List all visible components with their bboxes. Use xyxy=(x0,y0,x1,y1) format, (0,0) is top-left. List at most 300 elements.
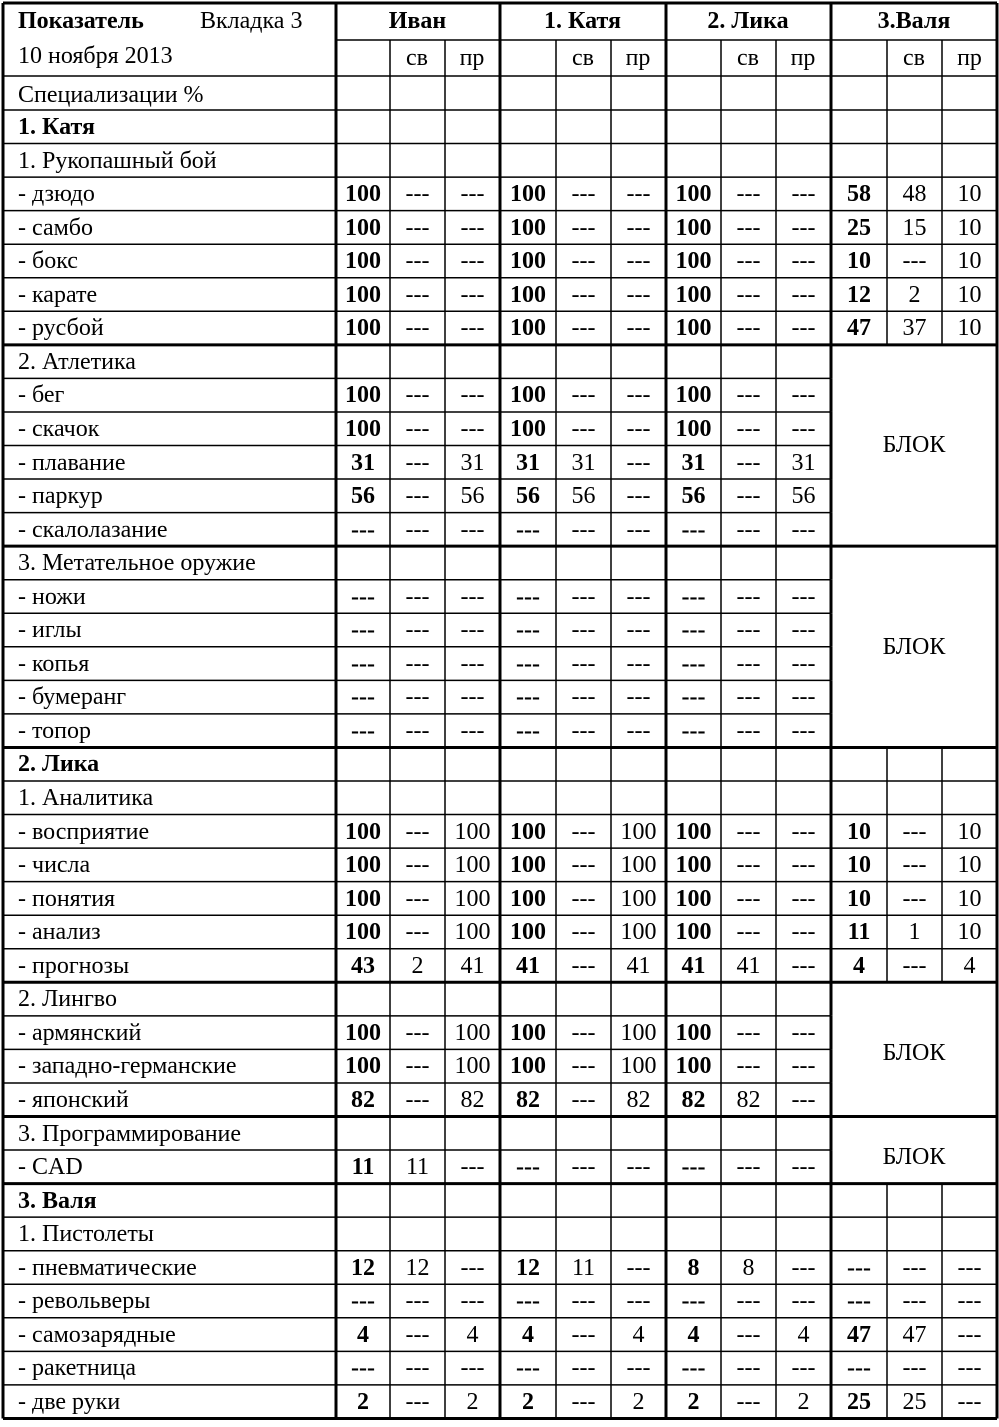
value-cell: --- xyxy=(791,1019,816,1046)
value-cell: --- xyxy=(791,852,816,879)
row-label: - русбой xyxy=(18,315,104,342)
value-cell: --- xyxy=(791,1154,816,1181)
total-cell: 100 xyxy=(675,315,712,342)
total-cell: 10 xyxy=(847,818,871,845)
total-cell: 4 xyxy=(687,1321,700,1348)
row-label: 2. Лингво xyxy=(18,986,117,1013)
value-cell: --- xyxy=(460,281,485,308)
total-cell: --- xyxy=(847,1288,871,1315)
block-label: БЛОК xyxy=(882,1144,946,1170)
total-cell: --- xyxy=(681,1288,706,1315)
value-cell: --- xyxy=(405,852,430,879)
row-label: 2. Лика xyxy=(18,751,100,778)
value-cell: --- xyxy=(736,214,761,241)
value-cell: --- xyxy=(405,1388,430,1415)
total-cell: 100 xyxy=(675,181,712,208)
value-cell: --- xyxy=(405,1019,430,1046)
total-cell: 11 xyxy=(351,1154,375,1181)
total-cell: --- xyxy=(351,1355,375,1382)
value-cell: --- xyxy=(571,1288,596,1315)
value-cell: 4 xyxy=(963,952,976,979)
row-label: - скачок xyxy=(18,415,100,442)
value-cell: 12 xyxy=(405,1254,430,1281)
value-cell: 100 xyxy=(620,1019,657,1046)
total-cell: 100 xyxy=(510,919,546,946)
value-cell: --- xyxy=(957,1321,982,1348)
value-cell: --- xyxy=(626,684,651,711)
value-cell: 100 xyxy=(454,1053,491,1080)
value-cell: --- xyxy=(736,1388,761,1415)
value-cell: --- xyxy=(791,281,816,308)
value-cell: --- xyxy=(405,717,430,744)
row-label: - скалолазание xyxy=(18,516,168,543)
sub-header-pr: пр xyxy=(625,45,651,71)
row-label: - самозарядные xyxy=(18,1321,176,1348)
total-cell: 100 xyxy=(345,1053,381,1080)
value-cell: --- xyxy=(571,583,596,610)
total-cell: 12 xyxy=(516,1254,540,1281)
value-cell: --- xyxy=(405,382,430,409)
row-label: - бег xyxy=(18,382,65,409)
total-cell: 2 xyxy=(687,1388,700,1415)
value-cell: 2 xyxy=(632,1388,645,1415)
value-cell: --- xyxy=(736,919,761,946)
total-cell: 25 xyxy=(847,1388,871,1415)
value-cell: --- xyxy=(902,1288,927,1315)
total-cell: 43 xyxy=(351,952,375,979)
total-cell: 10 xyxy=(847,885,871,912)
value-cell: --- xyxy=(460,516,485,543)
row-label: 1. Рукопашный бой xyxy=(18,147,217,174)
value-cell: --- xyxy=(791,885,816,912)
person-header-ivan: Иван xyxy=(388,8,447,34)
value-cell: --- xyxy=(460,415,485,442)
value-cell: --- xyxy=(626,415,651,442)
value-cell: --- xyxy=(460,1154,485,1181)
row-label: - самбо xyxy=(18,214,93,241)
value-cell: 2 xyxy=(908,281,921,308)
block-label: БЛОК xyxy=(882,634,946,660)
value-cell: 10 xyxy=(957,818,982,845)
value-cell: 10 xyxy=(957,248,982,275)
value-cell: 82 xyxy=(626,1086,651,1113)
value-cell: --- xyxy=(626,483,651,510)
value-cell: --- xyxy=(460,1288,485,1315)
value-cell: --- xyxy=(405,885,430,912)
total-cell: --- xyxy=(681,1154,706,1181)
total-cell: --- xyxy=(516,650,540,677)
total-cell: 100 xyxy=(510,382,546,409)
value-cell: --- xyxy=(626,382,651,409)
value-cell: --- xyxy=(405,1288,430,1315)
total-cell: 100 xyxy=(345,852,381,879)
value-cell: --- xyxy=(791,617,816,644)
value-cell: 41 xyxy=(460,952,485,979)
value-cell: --- xyxy=(460,650,485,677)
sub-header-sv: св xyxy=(406,45,428,71)
total-cell: 100 xyxy=(345,315,381,342)
total-cell: 4 xyxy=(357,1321,369,1348)
value-cell: --- xyxy=(736,449,761,476)
value-cell: --- xyxy=(571,617,596,644)
row-label: - бумеранг xyxy=(18,684,127,711)
value-cell: --- xyxy=(571,181,596,208)
value-cell: 47 xyxy=(902,1321,927,1348)
total-cell: 56 xyxy=(516,483,540,510)
total-cell: 100 xyxy=(510,415,546,442)
value-cell: --- xyxy=(460,1254,485,1281)
total-cell: 10 xyxy=(847,248,871,275)
value-cell: --- xyxy=(626,650,651,677)
value-cell: --- xyxy=(571,684,596,711)
total-cell: --- xyxy=(847,1355,871,1382)
total-cell: 31 xyxy=(516,449,540,476)
total-cell: 56 xyxy=(351,483,375,510)
row-label: - западно-германские xyxy=(18,1053,237,1080)
total-cell: 100 xyxy=(345,181,381,208)
total-cell: 100 xyxy=(345,281,381,308)
total-cell: 100 xyxy=(675,248,712,275)
total-cell: 100 xyxy=(675,1019,712,1046)
value-cell: --- xyxy=(791,1355,816,1382)
value-cell: --- xyxy=(405,1321,430,1348)
value-cell: --- xyxy=(736,181,761,208)
value-cell: --- xyxy=(405,818,430,845)
value-cell: --- xyxy=(571,415,596,442)
total-cell: 100 xyxy=(345,415,381,442)
value-cell: 48 xyxy=(902,181,927,208)
value-cell: 31 xyxy=(460,449,485,476)
value-cell: 10 xyxy=(957,315,982,342)
value-cell: --- xyxy=(791,1288,816,1315)
row-label: - армянский xyxy=(18,1019,142,1046)
total-cell: 100 xyxy=(510,214,546,241)
total-cell: 100 xyxy=(675,919,712,946)
value-cell: --- xyxy=(902,818,927,845)
value-cell: 10 xyxy=(957,214,982,241)
total-cell: 47 xyxy=(847,315,871,342)
row-label: - ракетница xyxy=(18,1355,137,1382)
value-cell: 41 xyxy=(736,952,761,979)
value-cell: --- xyxy=(626,315,651,342)
total-cell: 82 xyxy=(516,1086,540,1113)
total-cell: --- xyxy=(351,1288,375,1315)
value-cell: --- xyxy=(736,684,761,711)
row-label: - ножи xyxy=(18,583,86,610)
total-cell: 100 xyxy=(510,315,546,342)
total-cell: 100 xyxy=(345,248,381,275)
value-cell: --- xyxy=(736,1019,761,1046)
value-cell: --- xyxy=(626,449,651,476)
total-cell: --- xyxy=(516,617,540,644)
value-cell: --- xyxy=(460,315,485,342)
total-cell: 100 xyxy=(345,919,381,946)
total-cell: 47 xyxy=(847,1321,871,1348)
value-cell: 2 xyxy=(797,1388,810,1415)
value-cell: --- xyxy=(405,281,430,308)
row-label: 1. Пистолеты xyxy=(18,1221,154,1248)
value-cell: --- xyxy=(736,248,761,275)
value-cell: --- xyxy=(571,1388,596,1415)
total-cell: --- xyxy=(516,684,540,711)
value-cell: --- xyxy=(405,214,430,241)
total-cell: --- xyxy=(681,684,706,711)
value-cell: 11 xyxy=(405,1154,430,1181)
value-cell: 10 xyxy=(957,852,982,879)
value-cell: 100 xyxy=(620,1053,657,1080)
value-cell: --- xyxy=(626,717,651,744)
value-cell: --- xyxy=(405,650,430,677)
row-label: - CAD xyxy=(18,1154,83,1181)
total-cell: 56 xyxy=(681,483,706,510)
total-cell: 11 xyxy=(847,919,871,946)
row-label: - карате xyxy=(18,281,98,308)
total-cell: --- xyxy=(681,650,706,677)
row-label: - пневматические xyxy=(18,1254,197,1281)
value-cell: --- xyxy=(736,885,761,912)
value-cell: 100 xyxy=(454,818,491,845)
value-cell: --- xyxy=(902,248,927,275)
value-cell: --- xyxy=(736,818,761,845)
value-cell: --- xyxy=(571,919,596,946)
value-cell: --- xyxy=(791,1086,816,1113)
value-cell: --- xyxy=(405,315,430,342)
value-cell: --- xyxy=(460,617,485,644)
value-cell: --- xyxy=(571,214,596,241)
value-cell: --- xyxy=(460,214,485,241)
total-cell: --- xyxy=(681,717,706,744)
value-cell: --- xyxy=(571,952,596,979)
row-label: 3. Валя xyxy=(18,1187,97,1214)
value-cell: --- xyxy=(902,852,927,879)
total-cell: 4 xyxy=(853,952,865,979)
value-cell: --- xyxy=(736,852,761,879)
total-cell: 100 xyxy=(510,885,546,912)
total-cell: --- xyxy=(516,1355,540,1382)
row-label: - иглы xyxy=(18,617,82,644)
value-cell: --- xyxy=(571,852,596,879)
value-cell: --- xyxy=(791,181,816,208)
row-label: 1. Аналитика xyxy=(18,785,154,811)
total-cell: --- xyxy=(681,1355,706,1382)
value-cell: --- xyxy=(571,516,596,543)
value-cell: --- xyxy=(571,885,596,912)
total-cell: 8 xyxy=(687,1254,700,1281)
value-cell: --- xyxy=(957,1388,982,1415)
value-cell: --- xyxy=(791,583,816,610)
total-cell: --- xyxy=(516,1154,540,1181)
value-cell: 41 xyxy=(626,952,651,979)
person-header-lika: 2. Лика xyxy=(707,8,789,34)
value-cell: 2 xyxy=(466,1388,479,1415)
row-label: - паркур xyxy=(18,483,103,510)
value-cell: --- xyxy=(736,1053,761,1080)
section-title: Специализации % xyxy=(18,82,204,108)
total-cell: 4 xyxy=(522,1321,534,1348)
total-cell: 100 xyxy=(510,1019,546,1046)
value-cell: --- xyxy=(405,617,430,644)
value-cell: --- xyxy=(791,818,816,845)
row-label: - револьверы xyxy=(18,1288,151,1315)
tab-label: Вкладка 3 xyxy=(200,8,303,34)
value-cell: --- xyxy=(405,583,430,610)
value-cell: 1 xyxy=(908,919,921,946)
value-cell: 4 xyxy=(797,1321,810,1348)
value-cell: --- xyxy=(571,1053,596,1080)
value-cell: --- xyxy=(736,281,761,308)
value-cell: 100 xyxy=(620,818,657,845)
total-cell: 100 xyxy=(675,852,712,879)
value-cell: --- xyxy=(626,214,651,241)
value-cell: --- xyxy=(405,919,430,946)
total-cell: --- xyxy=(351,684,375,711)
value-cell: --- xyxy=(405,1355,430,1382)
total-cell: 2 xyxy=(522,1388,534,1415)
total-cell: --- xyxy=(351,717,375,744)
total-cell: 100 xyxy=(675,382,712,409)
total-cell: --- xyxy=(516,583,540,610)
total-cell: --- xyxy=(681,516,706,543)
sub-header-pr: пр xyxy=(790,45,816,71)
value-cell: --- xyxy=(405,516,430,543)
value-cell: --- xyxy=(736,583,761,610)
value-cell: 100 xyxy=(454,1019,491,1046)
value-cell: --- xyxy=(460,583,485,610)
value-cell: --- xyxy=(736,717,761,744)
value-cell: --- xyxy=(736,1154,761,1181)
value-cell: --- xyxy=(405,684,430,711)
sub-header-pr: пр xyxy=(957,45,982,71)
total-cell: 100 xyxy=(675,281,712,308)
total-cell: 41 xyxy=(516,952,540,979)
value-cell: --- xyxy=(791,516,816,543)
value-cell: 100 xyxy=(620,919,657,946)
value-cell: --- xyxy=(405,1086,430,1113)
total-cell: --- xyxy=(351,617,375,644)
total-cell: --- xyxy=(847,1254,871,1281)
value-cell: 4 xyxy=(466,1321,479,1348)
value-cell: 82 xyxy=(460,1086,485,1113)
row-label: - анализ xyxy=(18,919,101,946)
value-cell: --- xyxy=(460,717,485,744)
value-cell: --- xyxy=(626,1288,651,1315)
value-cell: --- xyxy=(902,952,927,979)
total-cell: 10 xyxy=(847,852,871,879)
value-cell: --- xyxy=(571,717,596,744)
total-cell: --- xyxy=(351,650,375,677)
value-cell: --- xyxy=(405,449,430,476)
value-cell: --- xyxy=(626,181,651,208)
total-cell: 100 xyxy=(675,885,712,912)
total-cell: --- xyxy=(351,583,375,610)
value-cell: --- xyxy=(626,516,651,543)
row-label: - две руки xyxy=(18,1388,121,1415)
value-cell: --- xyxy=(626,1355,651,1382)
total-cell: 31 xyxy=(681,449,706,476)
value-cell: --- xyxy=(791,919,816,946)
total-cell: 100 xyxy=(675,214,712,241)
value-cell: 56 xyxy=(460,483,485,510)
total-cell: 12 xyxy=(847,281,871,308)
value-cell: --- xyxy=(736,483,761,510)
total-cell: 100 xyxy=(345,818,381,845)
total-cell: 82 xyxy=(681,1086,706,1113)
total-cell: 58 xyxy=(847,181,871,208)
total-cell: 100 xyxy=(345,382,381,409)
sub-header-sv: св xyxy=(737,45,759,71)
total-cell: 100 xyxy=(675,1053,712,1080)
value-cell: --- xyxy=(460,382,485,409)
value-cell: --- xyxy=(902,1355,927,1382)
value-cell: --- xyxy=(736,315,761,342)
value-cell: --- xyxy=(736,415,761,442)
value-cell: --- xyxy=(626,583,651,610)
value-cell: 10 xyxy=(957,281,982,308)
value-cell: --- xyxy=(736,1355,761,1382)
total-cell: 100 xyxy=(510,818,546,845)
value-cell: 31 xyxy=(571,449,596,476)
row-label: 3. Метательное оружие xyxy=(18,550,256,577)
value-cell: --- xyxy=(791,717,816,744)
value-cell: 100 xyxy=(620,885,657,912)
value-cell: --- xyxy=(791,650,816,677)
total-cell: 41 xyxy=(681,952,706,979)
total-cell: 82 xyxy=(351,1086,375,1113)
total-cell: 100 xyxy=(510,248,546,275)
value-cell: --- xyxy=(460,684,485,711)
value-cell: --- xyxy=(571,315,596,342)
value-cell: 10 xyxy=(957,181,982,208)
row-label: - плавание xyxy=(18,449,126,476)
value-cell: 100 xyxy=(454,885,491,912)
value-cell: 4 xyxy=(632,1321,645,1348)
block-label: БЛОК xyxy=(882,1040,946,1066)
total-cell: --- xyxy=(516,717,540,744)
report-date: 10 ноября 2013 xyxy=(18,43,173,69)
total-cell: 100 xyxy=(345,885,381,912)
total-cell: 31 xyxy=(351,449,375,476)
value-cell: 56 xyxy=(791,483,816,510)
total-cell: 100 xyxy=(345,1019,381,1046)
value-cell: 10 xyxy=(957,885,982,912)
value-cell: --- xyxy=(957,1254,982,1281)
value-cell: --- xyxy=(405,415,430,442)
value-cell: --- xyxy=(571,1154,596,1181)
value-cell: 8 xyxy=(742,1254,755,1281)
sub-header-sv: св xyxy=(572,45,594,71)
value-cell: --- xyxy=(736,1288,761,1315)
value-cell: --- xyxy=(736,617,761,644)
value-cell: 100 xyxy=(454,919,491,946)
row-label: - числа xyxy=(18,852,91,879)
value-cell: --- xyxy=(791,214,816,241)
value-cell: --- xyxy=(902,885,927,912)
value-cell: --- xyxy=(736,382,761,409)
value-cell: --- xyxy=(736,650,761,677)
row-label: - японский xyxy=(18,1086,129,1113)
total-cell: 100 xyxy=(675,415,712,442)
row-label: - понятия xyxy=(18,885,116,912)
sub-header-sv: св xyxy=(903,45,925,71)
value-cell: --- xyxy=(626,1254,651,1281)
row-label: - копья xyxy=(18,650,90,677)
row-label: - топор xyxy=(18,717,92,744)
value-cell: --- xyxy=(626,1154,651,1181)
value-cell: --- xyxy=(571,1321,596,1348)
sub-header-pr: пр xyxy=(459,45,485,71)
value-cell: --- xyxy=(571,382,596,409)
value-cell: --- xyxy=(405,248,430,275)
